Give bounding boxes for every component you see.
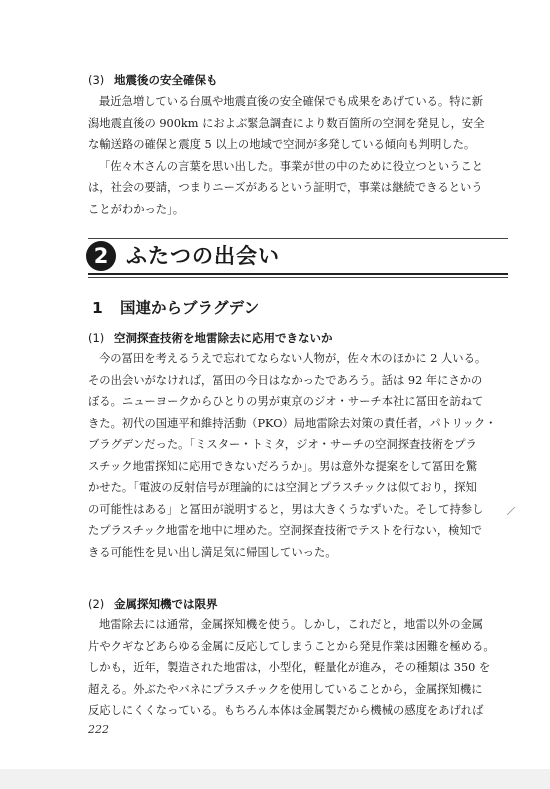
- text-line: は，社会の要請，つまりニーズがあるという証明で，事業は継続できるという: [88, 181, 483, 194]
- pencil-mark-icon: [506, 506, 516, 516]
- text-line: かせた。「電波の反射信号が理論的には空洞とプラスチックは似ており，探知: [88, 481, 477, 494]
- text-line: 反応しにくくなっている。もちろん本体は金属製だから機械の感度をあげれば: [88, 704, 484, 717]
- subsection-number: (2): [88, 597, 105, 611]
- chapter-rule: [88, 238, 508, 239]
- section-title: 国連からブラグデン: [120, 299, 260, 317]
- text-line: その出会いがなければ，冨田の今日はなかったであろう。話は 92 年にさかの: [88, 373, 483, 387]
- chapter-number-badge: 2: [86, 241, 116, 271]
- subsection-heading: [88, 72, 218, 88]
- text-line: ブラグデンだった。「ミスター・トミタ，ジオ・サーチの空洞探査技術をプラ: [88, 438, 477, 451]
- text-line: しかも，近年，製造された地雷は，小型化，軽量化が進み，その種類は 350 を: [88, 661, 491, 674]
- text-line: 最近急増している台風や地震直後の安全確保でも成果をあげている。特に新: [99, 95, 484, 108]
- text-line: ことがわかった」。: [88, 202, 185, 216]
- text-line: な輸送路の確保と震度 5 以上の地域で空洞が多発している傾向も判明した。: [88, 138, 476, 151]
- text-line: スチック地雷探知に応用できないだろうか」。男は意外な提案をして冨田を驚: [88, 459, 478, 473]
- text-line: 地雷除去には通常，金属探知機を使う。しかし，これだと，地雷以外の金属: [99, 618, 484, 631]
- section-number: 1: [92, 299, 103, 317]
- chapter-rule: [88, 273, 508, 275]
- page-bottom-margin: [0, 769, 550, 789]
- section-heading: [92, 296, 259, 318]
- subsection-title: 空洞探査技術を地雷除去に応用できないか: [114, 331, 333, 345]
- subsection-number: (3): [88, 73, 105, 87]
- text-line: きた。初代の国連平和維持活動（PKO）局地雷除去対策の責任者，パトリック・: [88, 416, 497, 430]
- paragraph: [88, 614, 508, 722]
- text-line: たプラスチック地雷を地中に埋めた。空洞探査技術でテストを行ない，検知で: [88, 524, 483, 537]
- subsection-title: 金属探知機では限界: [114, 597, 218, 611]
- text-line: 片やクギなどあらゆる金属に反応してしまうことから発見作業は困難を極める。: [88, 639, 495, 653]
- text-line: 超える。外ぶたやバネにプラスチックを使用していることから，金属探知機に: [88, 682, 483, 696]
- page-number: 222: [88, 723, 109, 736]
- subsection-heading: [88, 596, 218, 612]
- chapter-title: ふたつの出会い: [126, 244, 280, 268]
- subsection-title: 地震後の安全確保も: [114, 73, 218, 87]
- text-line: きる可能性を見い出し満足気に帰国していった。: [88, 545, 337, 559]
- subsection-number: (1): [88, 331, 105, 345]
- paragraph: [88, 348, 508, 563]
- text-line: ぼる。ニューヨークからひとりの男が東京のジオ・サーチ本社に冨田を訪ねて: [88, 395, 484, 408]
- text-line: 潟地震直後の 900km におよぶ緊急調査により数百箇所の空洞を発見し，安全: [88, 116, 485, 130]
- text-line: 今の冨田を考えるうえで忘れてならない人物が，佐々木のほかに 2 人いる。: [99, 352, 487, 365]
- text-line: の可能性はある」と冨田が説明すると，男は大きくうなずいた。そして持参し: [88, 502, 484, 516]
- text-line: 「佐々木さんの言葉を思い出した。事業が世の中のために役立つということ: [99, 159, 484, 173]
- paragraph: [88, 91, 508, 220]
- subsection-heading: [88, 330, 333, 346]
- chapter-rule: [88, 277, 508, 278]
